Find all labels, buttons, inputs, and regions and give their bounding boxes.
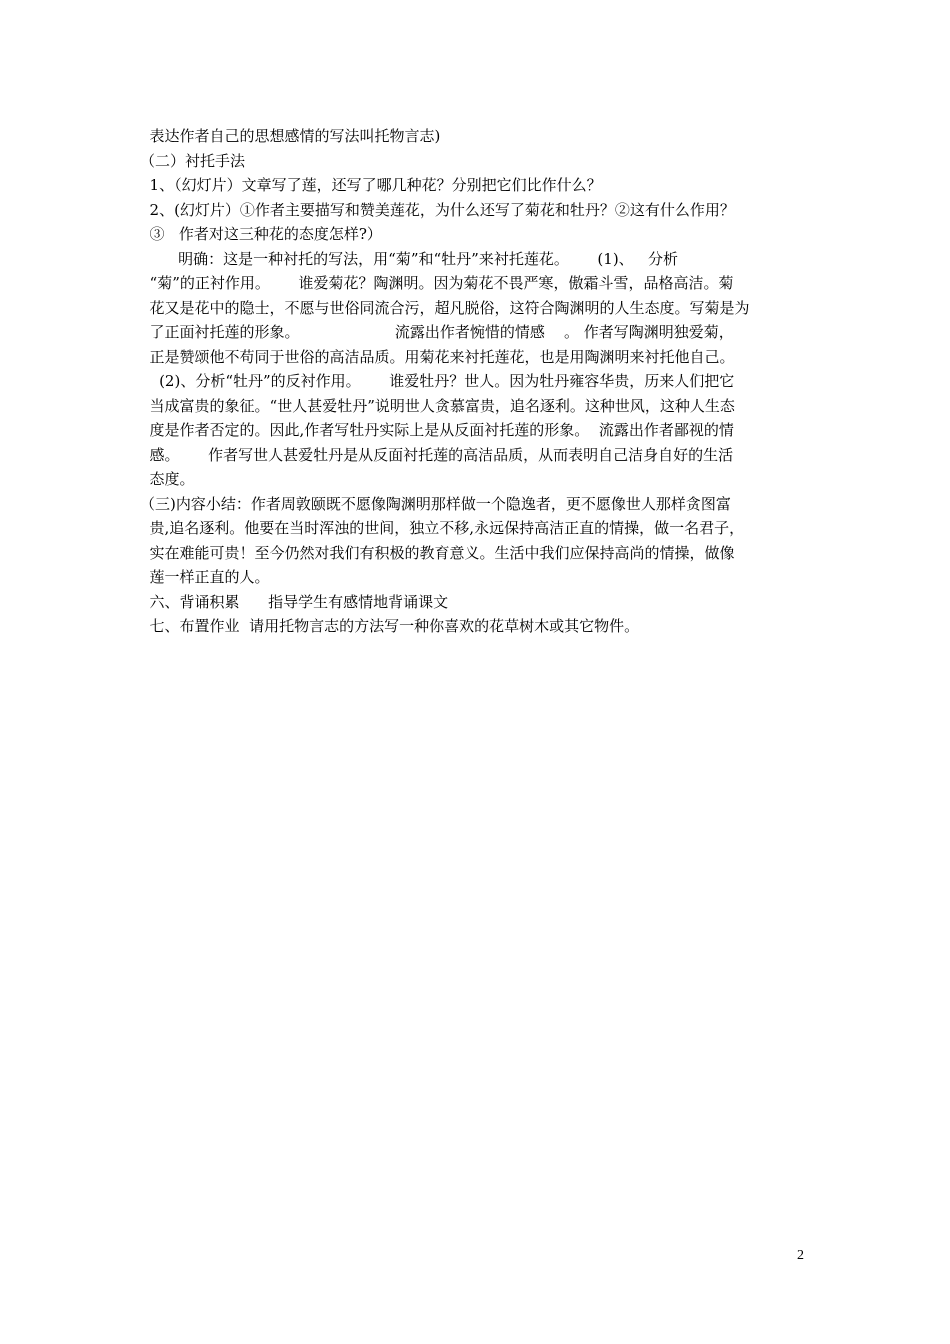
text-line: 莲一样正直的人。 bbox=[140, 568, 270, 586]
text-line: 了正面衬托莲的形象。 流露出作者惋惜的情感 。 作者写陶渊明独爱菊， bbox=[140, 323, 734, 341]
text-line: 1、（幻灯片）文章写了莲，还写了哪几种花？分别把它们比作什么？ bbox=[140, 176, 602, 194]
page-number: 2 bbox=[797, 1248, 804, 1263]
text-line: 表达作者自己的思想感情的写法叫托物言志) bbox=[140, 127, 441, 145]
text-line: 感。 作者写世人甚爱牡丹是从反面衬托莲的高洁品质，从而表明自己洁身自好的生活 bbox=[140, 445, 734, 464]
section-heading: （二）衬托手法 bbox=[140, 151, 246, 170]
text-line: 正是赞颂他不苟同于世俗的高洁品质。用菊花来衬托莲花，也是用陶渊明来衬托他自己。 bbox=[140, 347, 735, 366]
text-line: “菊”的正衬作用。 谁爱菊花？陶渊明。因为菊花不畏严寒，傲霜斗雪，品格高洁。菊 bbox=[140, 274, 734, 292]
text-line: 度是作者否定的。因此,作者写牡丹实际上是从反面衬托莲的形象。 流露出作者鄙视的情 bbox=[140, 421, 734, 439]
document-body bbox=[140, 124, 812, 639]
text-line: 态度。 bbox=[140, 470, 195, 488]
section-heading: 六、背诵积累 指导学生有感情地背诵课文 bbox=[140, 592, 449, 611]
text-line: 当成富贵的象征。“世人甚爱牡丹”说明世人贪慕富贵，追名逐利。这种世风，这种人生态 bbox=[140, 396, 735, 415]
text-line: 花又是花中的隐士，不愿与世俗同流合污，超凡脱俗，这符合陶渊明的人生态度。写菊是为 bbox=[140, 298, 750, 317]
text-line: 贵,追名逐利。他要在当时浑浊的世间，独立不移,永远保持高洁正直的情操，做一名君子， bbox=[140, 519, 745, 537]
text-line: 实在难能可贵！至今仍然对我们有积极的教育意义。生活中我们应保持高尚的情操，做像 bbox=[140, 543, 735, 562]
text-line: 2、(幻灯片）①作者主要描写和赞美莲花，为什么还写了菊花和牡丹？②这有什么作用？ bbox=[140, 200, 735, 219]
text-line: ③ 作者对这三种花的态度怎样?） bbox=[140, 225, 382, 243]
text-line: (2)、分析“牡丹”的反衬作用。 谁爱牡丹？世人。因为牡丹雍容华贵，历来人们把它 bbox=[140, 372, 735, 390]
section-heading: 七、布置作业 请用托物言志的方法写一种你喜欢的花草树木或其它物件。 bbox=[140, 617, 640, 635]
text-line: 明确：这是一种衬托的写法，用“菊”和“牡丹”来衬托莲花。 (1)、 分析 bbox=[140, 249, 678, 268]
section-heading: （三)内容小结：作者周敦颐既不愿像陶渊明那样做一个隐逸者，更不愿像世人那样贪图富 bbox=[140, 494, 731, 513]
